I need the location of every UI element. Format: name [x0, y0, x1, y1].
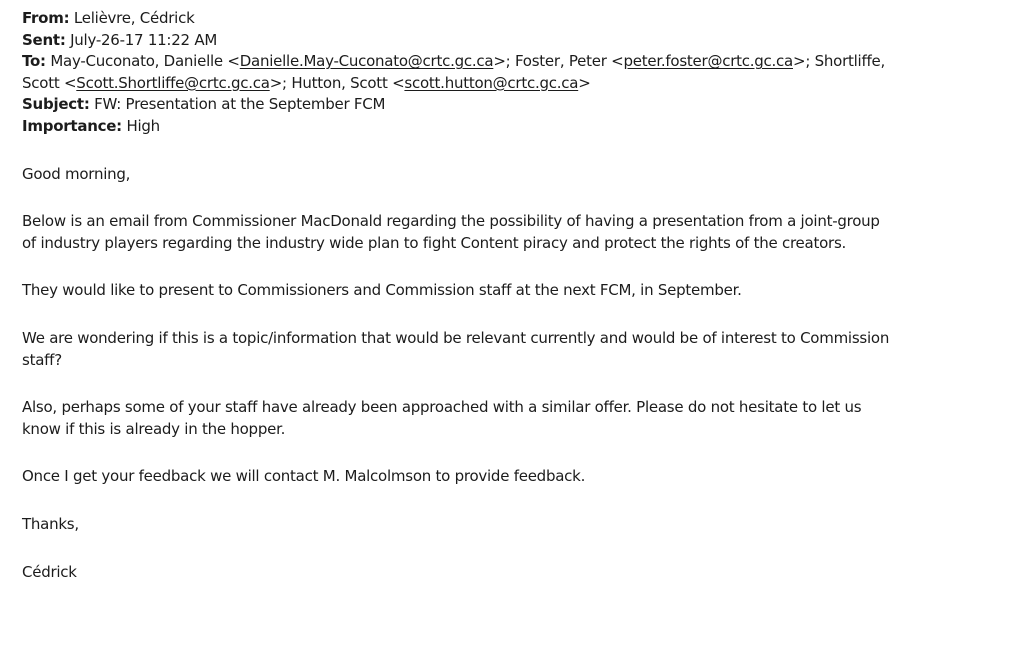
paragraph-fcm: They would like to present to Commissioners and Commission staff at the next FCM, in September. [22, 281, 742, 300]
importance-label: Importance: [22, 116, 122, 135]
signature: Cédrick [22, 562, 77, 581]
to-text-e: >; Hutton, Scott < [269, 73, 405, 92]
email-header [22, 8, 1012, 138]
paragraph-feedback: Once I get your feedback we will contact M. Malcolmson to provide feedback. [22, 467, 586, 486]
email-link-foster[interactable]: peter.foster@crtc.gc.ca [623, 52, 793, 71]
greeting: Good morning, [22, 164, 131, 183]
from-row [22, 8, 1012, 30]
subject-value: FW: Presentation at the September FCM [94, 95, 386, 114]
paragraph-relevance [22, 328, 1012, 371]
paragraph-presentation-request [22, 211, 1012, 254]
importance-value: High [126, 116, 160, 135]
to-text-c: >; Shortliffe, [793, 52, 886, 71]
sent-row [22, 30, 1012, 52]
paragraph-line: We are wondering if this is a topic/information that would be relevant currently and would be of interest to Commission [22, 328, 890, 347]
from-label: From: [22, 9, 70, 27]
closing: Thanks, [22, 514, 79, 533]
email-link-hutton[interactable]: scott.hutton@crtc.gc.ca [404, 73, 579, 92]
email-document [22, 8, 1012, 609]
from-value: Lelièvre, Cédrick [73, 9, 195, 27]
email-link-may-cuconato[interactable]: Danielle.May-Cuconato@crtc.gc.ca [239, 52, 494, 71]
paragraph-line: know if this is already in the hopper. [22, 419, 286, 438]
paragraph-line: Also, perhaps some of your staff have already been approached with a similar offer. Please do not hesitate to let us [22, 398, 862, 417]
paragraph-line: staff? [22, 350, 62, 369]
subject-label: Subject: [22, 95, 90, 114]
to-text-d: Scott < [22, 73, 77, 92]
email-link-shortliffe[interactable]: Scott.Shortliffe@crtc.gc.ca [76, 73, 270, 92]
paragraph-line: Below is an email from Commissioner MacDonald regarding the possibility of having a presentation from a joint-group [22, 212, 880, 231]
to-row-line1 [22, 51, 1012, 73]
to-row-line2 [22, 73, 1012, 95]
importance-row [22, 116, 1012, 138]
to-text-b: >; Foster, Peter < [493, 52, 624, 71]
paragraph-line: of industry players regarding the industry wide plan to fight Content piracy and protect the rights of the creators. [22, 233, 847, 252]
to-text-f: > [578, 73, 591, 92]
paragraph-similar-offer [22, 397, 1012, 440]
sent-label: Sent: [22, 30, 66, 49]
subject-row [22, 94, 1012, 116]
email-body [22, 164, 1012, 584]
to-text-a: May-Cuconato, Danielle < [50, 52, 240, 71]
to-label: To: [22, 52, 46, 71]
sent-value: July-26-17 11:22 AM [70, 30, 218, 49]
